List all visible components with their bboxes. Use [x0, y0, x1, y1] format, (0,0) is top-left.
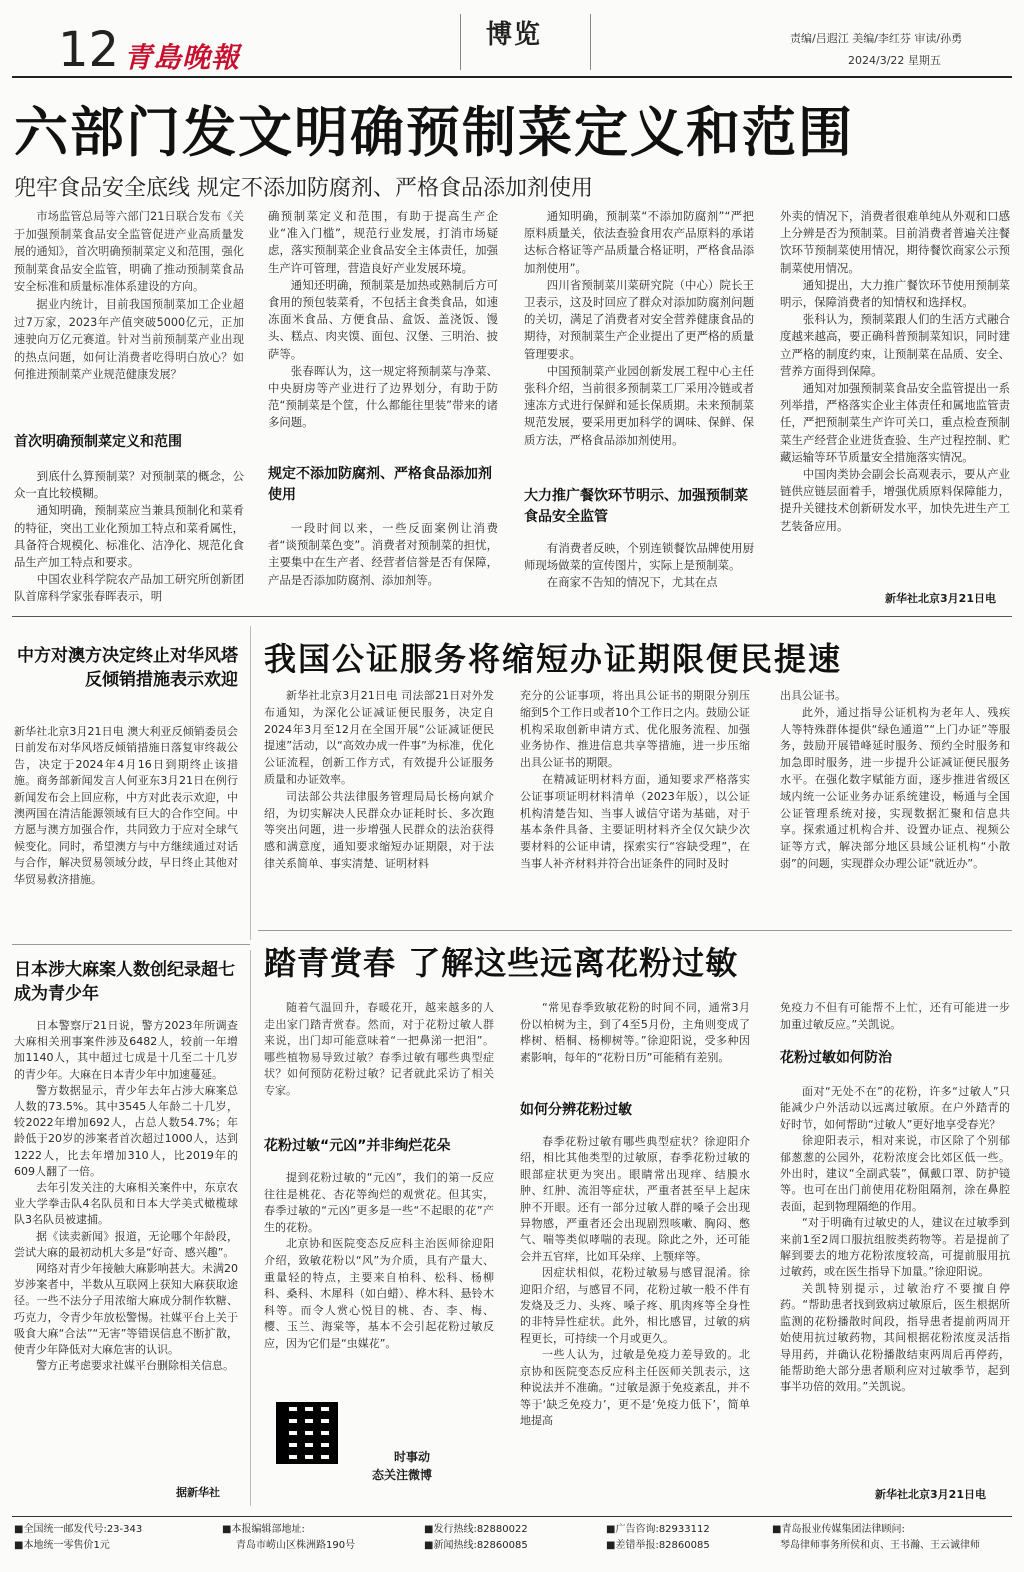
paragraph: 警方数据显示，青少年去年占涉大麻案总人数的73.5%。其中3545人年龄二十几岁，较2022年增加692人，占总人数54.7%；年龄低于20岁的涉案者首次超过1000人，达到1222人，比去年增加310人，比2019年的609人翻了一倍。 — [14, 1083, 238, 1178]
article5-dateline: 新华社北京3月21日电 — [875, 1488, 986, 1501]
paragraph: 关凯特别提示，过敏治疗不要擅自停药。“帮助患者找到致病过敏原后，医生根据所监测的花粉播散时间段，指导患者提前两周开始使用抗过敏药物，其间根据花粉浓度灵活指导用药，并确认花粉播散结束两周后再停药，能帮助绝大部分患者顺利应对过敏季节，起到事半功倍的效用。”关凯说。 — [780, 1281, 1010, 1394]
paragraph: 在精减证明材料方面，通知要求严格落实公证事项证明材料清单（2023年版），以公证机构清楚告知、当事人诚信守诺为基础，对于基本条件具备、主要证明材料齐全仅欠缺少次要材料的公证申请，探索实行“容缺受理”，在当事人补齐材料并符合出证条件的同时及时 — [520, 772, 750, 870]
paragraph: 通知提出，大力推广餐饮环节使用预制菜明示，保障消费者的知情权和选择权。 — [780, 277, 1010, 310]
article2-headline: 中方对澳方决定终止对华风塔反倾销措施表示欢迎 — [17, 646, 238, 690]
editors-credit: 责编/吕遐江 美编/李红芬 审读/孙勇 — [790, 32, 963, 45]
paragraph: 面对“无处不在”的花粉，许多“过敏人”只能减少户外活动以远离过敏原。在户外踏青的好时节，如何帮助“过敏人”更好地享受春光？ — [780, 1085, 1010, 1131]
paragraph: 张春晖认为，这一规定将预制菜与净菜、中央厨房等产业进行了边界划分，有助于防范“预制菜是个筐，什么都能往里装”带来的诸多问题。 — [268, 363, 498, 430]
footer-text: 青岛市崂山区株洲路190号 — [236, 1540, 356, 1551]
paragraph: 确预制菜定义和范围，有助于提高生产企业“准入门槛”，规范行业发展，打消市场疑虑，落实预制菜企业食品安全主体责任，加强生产许可管理，营造良好产业发展环境。 — [268, 209, 498, 275]
issue-date: 2024/3/22 星期五 — [848, 54, 941, 67]
paragraph: 张科认为，预制菜跟人们的生活方式融合度越来越高，要正确科普预制菜知识，同时建立严格的制度约束，让预制菜在品质、安全、营养方面得到保障。 — [780, 312, 1010, 378]
article3-col3 — [780, 688, 1010, 873]
header-rule — [12, 76, 1012, 78]
footer-text: 琴岛律师事务所侯和贞、王书瀚、王云诚律师 — [780, 1540, 980, 1551]
article1-subhead1: 首次明确预制菜定义和范围 — [14, 434, 182, 450]
article5-lead — [264, 1000, 494, 1100]
paragraph: 在商家不告知的情况下，尤其在点 — [546, 575, 718, 590]
lead-paragraph: 据业内统计，目前我国预制菜加工企业超过7万家，2023年产值突破5000亿元，正加速驶向万亿元赛道。针对当前预制菜产业出现的热点问题，如何让消费者吃得明白放心？如何推进预制菜产业规范健康发展？ — [14, 297, 244, 382]
paragraph: 网络对青少年接触大麻影响甚大。未满20岁涉案者中，半数从互联网上获知大麻获取途径。一些不法分子用浓缩大麻成分制作软糖、巧克力，令青少年放松警惕。社媒平台上关于吸食大麻“合法”“无害”等错误信息不断扩散，使青少年降低对大麻危害的认识。 — [14, 1262, 238, 1357]
footer-text: ■新闻热线:82860085 — [424, 1540, 528, 1551]
footer-col3 — [424, 1522, 604, 1554]
paragraph: 免疫力不但有可能帮不上忙，还有可能进一步加重过敏反应。”关凯说。 — [780, 1001, 1010, 1031]
section-divider — [12, 944, 250, 945]
paragraph: 徐迎阳表示，相对来说，市区除了个别郁郁葱葱的公园外，花粉浓度会比郊区低一些。外出时，建议“全副武装”，佩戴口罩、防护镜等。也可在出门前使用花粉阻隔剂，涂在鼻腔表面，起到物理隔绝的作用。 — [780, 1134, 1010, 1213]
footer-text: ■差错举报:82860085 — [606, 1540, 710, 1551]
paragraph: 警方正考虑要求社媒平台删除相关信息。 — [36, 1359, 234, 1373]
paragraph: 外卖的情况下，消费者很难单纯从外观和口感上分辨是否为预制菜。目前消费者普遍关注餐饮环节预制菜使用情况，期待餐饮商家公示预制菜使用情况。 — [780, 209, 1010, 275]
paragraph: 新华社北京3月21日电 澳大利亚反倾销委员会日前发布对华风塔反倾销措施日落复审终裁公告，决定于2024年4月16日到期终止该措施。商务部新闻发言人何亚东3月21日在例行新闻发布会上回应称，中方对此表示欢迎，中澳两国在清洁能源领域有巨大的合作空间。中方愿与澳方加强合作，共同致力于应对全球气候变化。同时，希望澳方与中方继续通过对话与合作，解决贸易领域分歧，早日终止其他对华贸易救济措施。 — [14, 725, 238, 886]
article3-col1 — [264, 688, 494, 873]
footer-text: ■发行热线:82880022 — [424, 1524, 528, 1535]
article4-body — [14, 1018, 238, 1374]
paragraph: 中国农业科学院农产品加工研究所创新团队首席科学家张春晖表示，明 — [14, 572, 244, 604]
header-divider — [590, 14, 591, 70]
paragraph: 到底什么算预制菜？对预制菜的概念，公众一直比较模糊。 — [14, 469, 244, 501]
article5-subhead2: 如何分辨花粉过敏 — [520, 1102, 632, 1118]
lead-paragraph: 市场监管总局等六部门21日联合发布《关于加强预制菜食品安全监管促进产业高质量发展的通知》，首次明确预制菜定义和范围，强化预制菜食品安全监管，明确了推动预制菜食品安全标准和质量标准体系建设的方向。 — [14, 210, 244, 294]
qr-code[interactable] — [276, 1402, 338, 1464]
article5-col3b — [780, 1084, 1010, 1396]
article1-subhead2: 规定不添加防腐剂、严格食品添加剂使用 — [268, 466, 492, 503]
paragraph: 因症状相似，花粉过敏易与感冒混淆。徐迎阳介绍，与感冒不同，花粉过敏一般不伴有发烧及乏力、头疼、嗓子疼、肌肉疼等全身性的非特异性症状。此外，相比感冒，过敏的病程更长，可持续一个月或更久。 — [520, 1266, 750, 1345]
paragraph: 日本警察厅21日说，警方2023年所调查大麻相关刑事案件涉及6482人，较前一年增加1140人，其中超过七成是十几至二十几岁的青少年。大麻在日本青少年中加速蔓延。 — [14, 1019, 238, 1081]
paragraph: 此外，通过指导公证机构为老年人、残疾人等特殊群体提供“绿色通道”“上门办证”等服务，鼓励开展错峰延时服务、预约全时服务和加急即时服务，进一步提升公证减证便民服务水平。在强化数字赋能方面，逐步推进省级区域内统一公证业务办证系统建设，畅通与全国公证管理系统对接，实现数据汇聚和信息共享。探索通过机构合并、设置办证点、视频公证等方式，解决部分地区县域公证机构“小散弱”的问题，实现群众办理公证“就近办”。 — [780, 705, 1010, 870]
paragraph: 通知明确，预制菜应当兼具预制化和菜肴的特征，突出工业化预加工特点和菜肴属性，具备符合规模化、标准化、洁净化、规范化食品生产加工特点和要求。 — [14, 503, 244, 570]
article3-headline: 我国公证服务将缩短办证期限便民提速 — [264, 640, 843, 678]
paragraph: 充分的公证事项，将出具公证书的期限分别压缩到5个工作日或者10个工作日之内。鼓励公证机构采取创新申请方式、优化服务流程、加强业务协作、推进信息共享等措施，进一步压缩出具公证书的期限。 — [520, 689, 750, 770]
article1-col4 — [780, 208, 1010, 535]
qr-caption-line1: 时事动 — [394, 1450, 431, 1464]
paragraph: 中国预制菜产业园创新发展工程中心主任张科介绍，当前很多预制菜工厂采用冷链或者速冻方式进行保鲜和延长保质期。未来预制菜规范发展，要采用更加科学的调味、保鲜、保质方法，严格食品添加剂使用。 — [524, 363, 754, 447]
footer-text: ■本地统一零售价1元 — [14, 1540, 110, 1551]
article5-col2 — [520, 1000, 750, 1066]
column-divider — [250, 950, 251, 1506]
footer-col2 — [222, 1522, 422, 1554]
article5-headline: 踏青赏春 了解这些远离花粉过敏 — [264, 944, 739, 982]
paragraph: 通知对加强预制菜食品安全监管提出一系列举措，严格落实企业主体责任和属地监管责任，严把预制菜生产许可关口，重点检查预制菜生产经营企业进货查验、生产过程控制、贮藏运输等环节质量安全措施落实情况。 — [780, 381, 1010, 464]
footer-rule — [12, 1516, 1012, 1517]
footer-text: ■广告咨询:82933112 — [606, 1524, 710, 1535]
masthead-logo: 青島晚報 — [124, 41, 241, 74]
footer-col1 — [14, 1522, 214, 1554]
article4-headline: 日本涉大麻案人数创纪录超七成为青少年 — [14, 960, 235, 1004]
paragraph: 一些人认为，过敏是免疫力差导致的。北京协和医院变态反应科主任医师关凯表示，这种说法并不准确。“过敏是源于免疫紊乱，并不等于‘缺乏免疫力’，更不是‘免疫力低下’，简单地提高 — [520, 1348, 750, 1427]
article1-col1 — [14, 468, 244, 606]
footer-col4 — [606, 1522, 766, 1554]
paragraph: 去年引发关注的大麻相关案件中，东京农业大学拳击队4名队员和日本大学美式橄榄球队3名队员被逮捕。 — [14, 1181, 238, 1227]
article1-lead — [14, 208, 244, 384]
paragraph: 北京协和医院变态反应科主治医师徐迎阳介绍，致敏花粉以“风”为介质，具有产量大、重量轻的特点，主要来自柏科、松科、杨柳科、桑科、木犀科（如白蜡）、桦木科、悬铃木科等。而令人赏心悦目的桃、杏、李、梅、樱、玉兰、海棠等，基本不会引起花粉过敏反应，因为它们是“虫媒花”。 — [264, 1237, 494, 1350]
article4-dateline: 据新华社 — [176, 1486, 220, 1499]
paragraph: 一段时间以来，一些反面案例让消费者“谈预制菜色变”。消费者对预制菜的担忧，主要集中在生产者、经营者信誉是否有保障，产品是否添加防腐剂、添加剂等。 — [268, 521, 498, 587]
section-name: 博览 — [486, 20, 543, 50]
article5-subhead1: 花粉过敏“元凶”并非绚烂花朵 — [264, 1138, 451, 1154]
lead-paragraph: 随着气温回升，春暖花开，越来越多的人走出家门踏青赏春。然而，对于花粉过敏人群来说，出门却可能意味着“一把鼻涕一把泪”。哪些植物易导致过敏？春季过敏有哪些典型症状？如何预防花粉过敏？记者就此采访了相关专家。 — [264, 1001, 494, 1097]
article1-col2b — [268, 520, 498, 589]
article1-col3b — [524, 540, 754, 592]
section-divider — [258, 930, 1012, 931]
paragraph: 有消费者反映，个别连锁餐饮品牌使用厨师现场做菜的宣传图片，实际上是预制菜。 — [524, 541, 754, 573]
paragraph: 通知还明确，预制菜是加热或熟制后方可食用的预包装菜肴，不包括主食类食品，如速冻面米食品、方便食品、盒饭、盖浇饭、馒头、糕点、肉夹馍、面包、汉堡、三明治、披萨等。 — [268, 277, 498, 361]
article1-col3 — [524, 208, 754, 449]
article5-col3 — [780, 1000, 1010, 1033]
article3-col2 — [520, 688, 750, 873]
paragraph: 春季花粉过敏有哪些典型症状？徐迎阳介绍，相比其他类型的过敏原，春季花粉过敏的眼部症状更为突出。眼睛常出现痒、结膜水肿、红肿、流泪等症状，严重者甚至早上起床肿不开眼。还有一部分过敏人群的嗓子会出现异物感，严重者还会出现剧烈咳嗽、胸闷、憋气、喘等类似哮喘的表现。除此之外，还可能会并五官痒，比如耳朵痒、上颚痒等。 — [520, 1135, 750, 1263]
paragraph: “常见春季致敏花粉的时间不同，通常3月份以柏树为主，到了4至5月份，主角则变成了桦树、梧桐、杨柳树等。”徐迎阳说，受多种因素影响，每年的“花粉日历”可能稍有差别。 — [520, 1001, 750, 1064]
article5-col1 — [264, 1170, 494, 1353]
footer — [14, 1522, 1014, 1566]
qr-caption-line2: 态关注微博 — [372, 1468, 433, 1482]
footer-text: ■青岛报业传媒集团法律顾问: — [772, 1524, 905, 1535]
article1-dateline: 新华社北京3月21日电 — [885, 592, 996, 605]
article5-col2b — [520, 1134, 750, 1429]
paragraph: 通知明确，预制菜“不添加防腐剂”“严把原料质量关，依法查验食用农产品原料的承诺达标合格证等产品质量合格证明，严格食品添加剂使用”。 — [524, 209, 754, 275]
page-number: 12 — [58, 22, 120, 78]
footer-text: ■全国统一邮发代号:23-343 — [14, 1524, 143, 1535]
paragraph: 提到花粉过敏的“元凶”，我们的第一反应往往是桃花、杏花等绚烂的观赏花。但其实，春季过敏的“元凶”更多是一些“不起眼的花”产生的花粉。 — [264, 1171, 494, 1234]
article1-headline: 六部门发文明确预制菜定义和范围 — [14, 101, 854, 164]
footer-col5 — [772, 1522, 1012, 1554]
article2-body — [14, 724, 238, 888]
paragraph: 出具公证书。 — [780, 689, 846, 702]
page-header — [0, 0, 1024, 80]
paragraph: 据《读卖新闻》报道，无论哪个年龄段，尝试大麻的最初动机大多是“好奇、感兴趣”。 — [14, 1229, 238, 1259]
article5-subhead3: 花粉过敏如何防治 — [780, 1050, 892, 1066]
paragraph: 中国肉类协会副会长高观表示，要从产业链供应链层面着手，增强优质原料保障能力，提升关键技术创新研发水平，加快先进生产工艺装备应用。 — [780, 467, 1010, 533]
article1-subheadline: 兜牢食品安全底线 规定不添加防腐剂、严格食品添加剂使用 — [14, 176, 593, 201]
section-divider — [12, 616, 1012, 617]
paragraph: “对于明确有过敏史的人，建议在过敏季到来前1至2周口服抗组胺类药物等。若是提前了解到要去的地方花粉浓度较高，可提前服用抗过敏药，或在医生指导下加量。”徐迎阳说。 — [780, 1216, 1010, 1279]
paragraph: 四川省预制菜川菜研究院（中心）院长王卫表示，这及时回应了群众对添加防腐剂问题的关切，满足了消费者对安全营养健康食品的期待，对预制菜生产企业提出了更严格的质量管理要求。 — [524, 277, 754, 361]
column-divider — [250, 626, 251, 940]
article1-col2 — [268, 208, 498, 432]
footer-text: ■本报编辑部地址: — [222, 1524, 305, 1535]
article1-subhead3: 大力推广餐饮环节明示、加强预制菜食品安全监管 — [524, 488, 748, 525]
paragraph: 新华社北京3月21日电 司法部21日对外发布通知，为深化公证减证便民服务，决定自2024年3月至12月在全国开展“公证减证便民提速”活动，以“高效办成一件事”为标准，优化公证流程，创新工作方式，有效提升公证服务质量和办证效率。 — [264, 689, 494, 786]
header-divider — [460, 14, 461, 70]
paragraph: 司法部公共法律服务管理局局长杨向斌介绍，为切实解决人民群众办证耗时长、多次跑等突出问题，进一步增强人民群众的法治获得感和满意度，通知要求缩短办证期限，对于法律关系简单、事实清楚、证明材料 — [264, 789, 494, 870]
